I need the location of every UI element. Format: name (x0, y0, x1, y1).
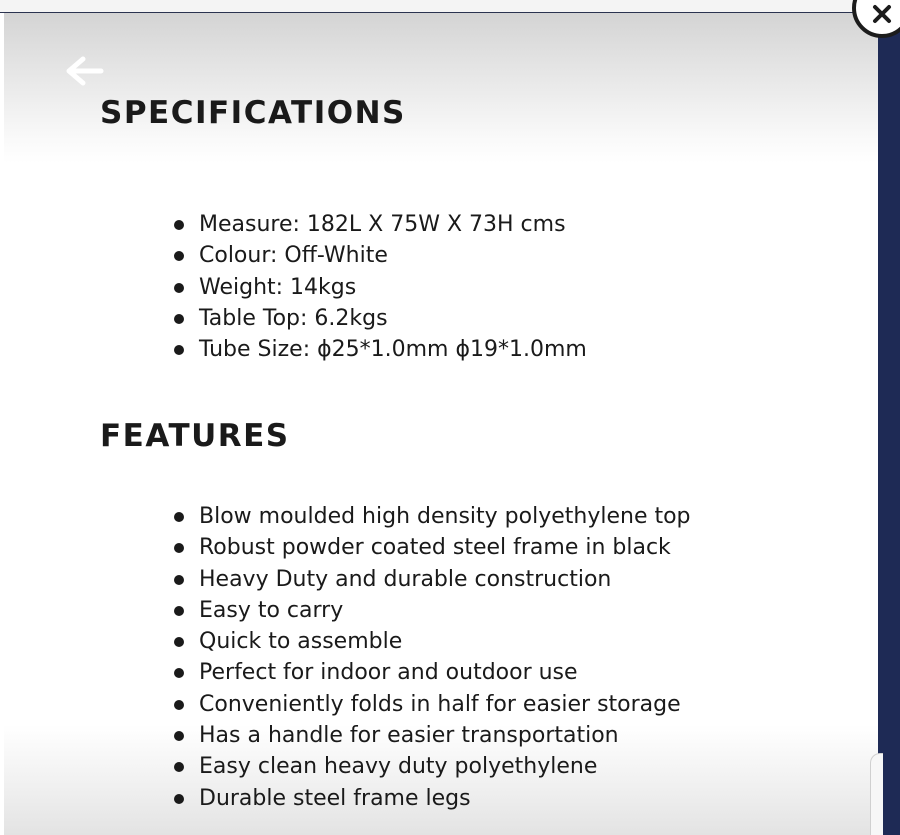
scroll-edge (870, 753, 883, 835)
feature-item: Blow moulded high density polyethylene top (172, 501, 691, 532)
right-edge-bar (878, 12, 900, 835)
close-icon (872, 4, 892, 24)
specifications-list (172, 209, 587, 365)
arrow-left-icon (63, 55, 105, 87)
spec-item-tube-size: Tube Size: ϕ25*1.0mm ϕ19*1.0mm (172, 334, 587, 365)
spec-item-colour: Colour: Off-White (172, 240, 587, 271)
back-button[interactable] (60, 53, 108, 89)
feature-item: Heavy Duty and durable construction (172, 564, 691, 595)
top-shade (4, 13, 878, 163)
feature-item: Durable steel frame legs (172, 783, 691, 814)
top-border (0, 0, 900, 13)
feature-item: Robust powder coated steel frame in black (172, 532, 691, 563)
features-list (172, 501, 691, 814)
feature-item: Easy to carry (172, 595, 691, 626)
spec-item-measure: Measure: 182L X 75W X 73H cms (172, 209, 587, 240)
feature-item: Easy clean heavy duty polyethylene (172, 751, 691, 782)
product-details-panel (4, 13, 878, 835)
feature-item: Quick to assemble (172, 626, 691, 657)
features-heading: FEATURES (100, 418, 290, 454)
feature-item: Has a handle for easier transportation (172, 720, 691, 751)
spec-item-table-top: Table Top: 6.2kgs (172, 303, 587, 334)
feature-item: Conveniently folds in half for easier storage (172, 689, 691, 720)
spec-item-weight: Weight: 14kgs (172, 272, 587, 303)
specifications-heading: SPECIFICATIONS (100, 95, 406, 131)
feature-item: Perfect for indoor and outdoor use (172, 657, 691, 688)
